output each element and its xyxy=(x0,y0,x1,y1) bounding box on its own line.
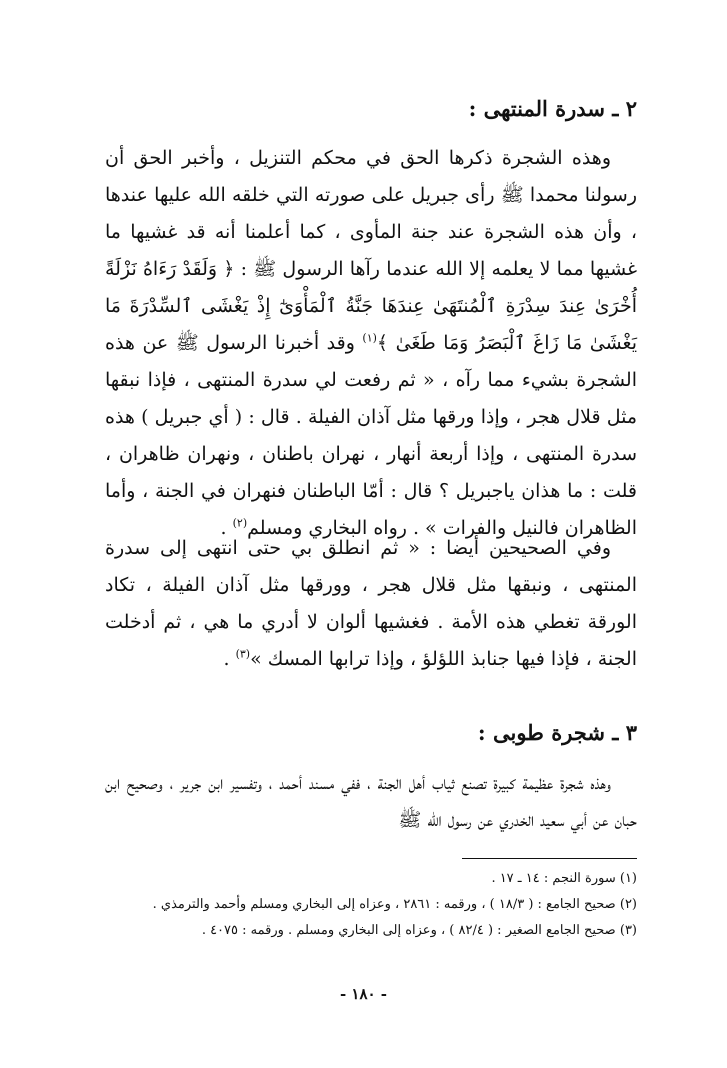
page-number: - ١٨٠ - xyxy=(339,985,388,1003)
section-heading-tuba-tree: ٣ ـ شجرة طوبى : xyxy=(477,720,637,745)
footnote-1: (١) سورة النجم : ١٤ ـ ١٧ . xyxy=(491,871,637,886)
footnote-3: (٣) صحيح الجامع الصغير : ( ٨٢/٤ ) ، وعزاه إلى البخاري ومسلم . ورقمه : ٤٠٧٥ . xyxy=(201,923,637,938)
sidrat-paragraph-1 xyxy=(105,140,637,547)
sidrat-paragraph-2 xyxy=(105,530,637,678)
tuba-paragraph-1-text: وهذه شجرة عظيمة كبيرة تصنع ثياب أهل الجنة ، ففي مسند أحمد ، وتفسير ابن جرير ، وصحيح ابن حبان عن أبي سعيد الخدري عن رسول الله ﷺ xyxy=(105,772,637,831)
footnote-marker-2: (٢) xyxy=(232,516,248,530)
quran-verse: ﴿ وَلَقَدْ رَءَاهُ نَزْلَةً أُخْرَىٰ عِندَ سِدْرَةِ ٱلْمُنتَهَىٰ عِندَهَا جَنَّةُ ٱلْمَأْوَىٰٓ إِذْ يَغْشَى ٱلسِّدْرَةَ مَا يَغْشَىٰ مَا زَاغَ ٱلْبَصَرُ وَمَا طَغَىٰ ﴾ xyxy=(105,258,637,354)
footnote-marker-3: (٣) xyxy=(235,647,251,661)
sidrat-paragraph-1-hadith: وقد أخبرنا الرسول ﷺ عن هذه الشجرة بشيء مما رآه ، « ثم رفعت لي سدرة المنتهى ، فإذا نبقها مثل قلال هجر ، وإذا ورقها مثل آذان الفيلة . قال : ( أي جبريل ) هذه سدرة المنتهى ، وإذا أربعة أنهار ، نهران باطنان ، ونهران ظاهران ، قلت : ما هذان ياجبريل ؟ قال : أمّا الباطنان فنهران في الجنة ، وأما الظاهران فالنيل والفرات » . رواه البخاري ومسلم xyxy=(105,332,637,539)
tuba-paragraph-1 xyxy=(105,765,637,839)
footnote-divider xyxy=(462,858,637,859)
sentence-end: . xyxy=(223,648,236,670)
footnote-2: (٢) صحيح الجامع : ( ١٨/٣ ) ، ورقمه : ٢٨٦١ ، وعزاه إلى البخاري ومسلم وأحمد والترمذي . xyxy=(152,897,637,912)
sidrat-paragraph-2-text: وفي الصحيحين أيضا : « ثم انطلق بي حتى انتهى إلى سدرة المنتهى ، ونبقها مثل قلال هجر ، وورقها مثل آذان الفيلة ، تكاد الورقة تغطي هذه الأمة . فغشيها ألوان لا أدري ما هي ، ثم أدخلت الجنة ، فإذا فيها جنابذ اللؤلؤ ، وإذا ترابها المسك » xyxy=(105,537,637,670)
section-heading-sidrat-al-muntaha: ٢ ـ سدرة المنتهى : xyxy=(468,96,637,121)
sentence-end: . xyxy=(220,517,233,539)
footnotes xyxy=(77,866,637,944)
footnote-marker-1: (١) xyxy=(362,331,377,345)
sidrat-paragraph-1-intro: وهذه الشجرة ذكرها الحق في محكم التنزيل ، وأخبر الحق أن رسولنا محمدا ﷺ رأى جبريل على صورته التي خلقه الله عليها عندها ، وأن هذه الشجرة عند جنة المأوى ، كما أعلمنا أنه قد غشيها ما غشيها مما لا يعلمه إلا الله عندما رآها الرسول ﷺ : xyxy=(105,147,638,280)
